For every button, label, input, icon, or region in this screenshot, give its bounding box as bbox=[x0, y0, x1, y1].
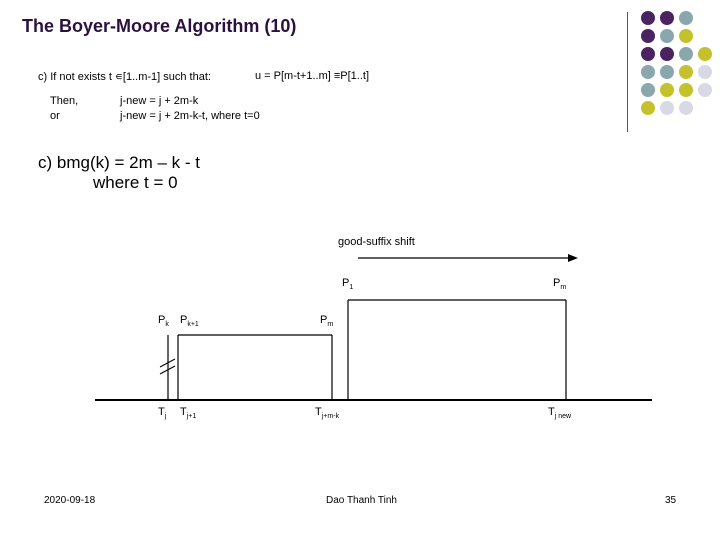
footer-author: Dao Thanh Tinh bbox=[326, 495, 397, 506]
label-tj1: $T_{j+1}$ bbox=[180, 406, 197, 421]
bmg-where: where t = 0 bbox=[93, 173, 178, 192]
label-pk: $P_k$ bbox=[158, 314, 169, 329]
page-number: 35 bbox=[665, 495, 677, 506]
then-label: Then, bbox=[50, 95, 79, 107]
or-formula: j-new = j + 2m-k-t, where t=0 bbox=[120, 110, 260, 122]
suffix-equation: u = P[m-t+1..m] ≡P[1..t] bbox=[255, 70, 370, 82]
page-title: The Boyer-Moore Algorithm (10) bbox=[22, 16, 297, 36]
then-formula: j-new = j + 2m-k bbox=[120, 95, 199, 107]
label-pm-mid: $P_m$ bbox=[320, 314, 334, 329]
condition-text: c) If not exists t ∊[1..m-1] such that: bbox=[38, 71, 211, 83]
label-tjnew: $T_{j new}$ bbox=[548, 406, 572, 421]
label-pk1: $P_{k+1}$ bbox=[180, 314, 199, 329]
footer-date: 2020-09-18 bbox=[44, 495, 96, 506]
label-tjmk: $T_{j+m-k}$ bbox=[315, 406, 340, 421]
label-pm-top: $P_m$ bbox=[553, 277, 567, 292]
or-label: or bbox=[50, 110, 60, 122]
label-p1: $P_1$ bbox=[342, 277, 354, 292]
shift-arrow-head bbox=[568, 254, 578, 262]
bmg-formula: c) bmg(k) = 2m – k - t bbox=[38, 153, 200, 172]
label-tj: $T_j$ bbox=[158, 406, 167, 421]
shift-label: good-suffix shift bbox=[338, 236, 415, 248]
